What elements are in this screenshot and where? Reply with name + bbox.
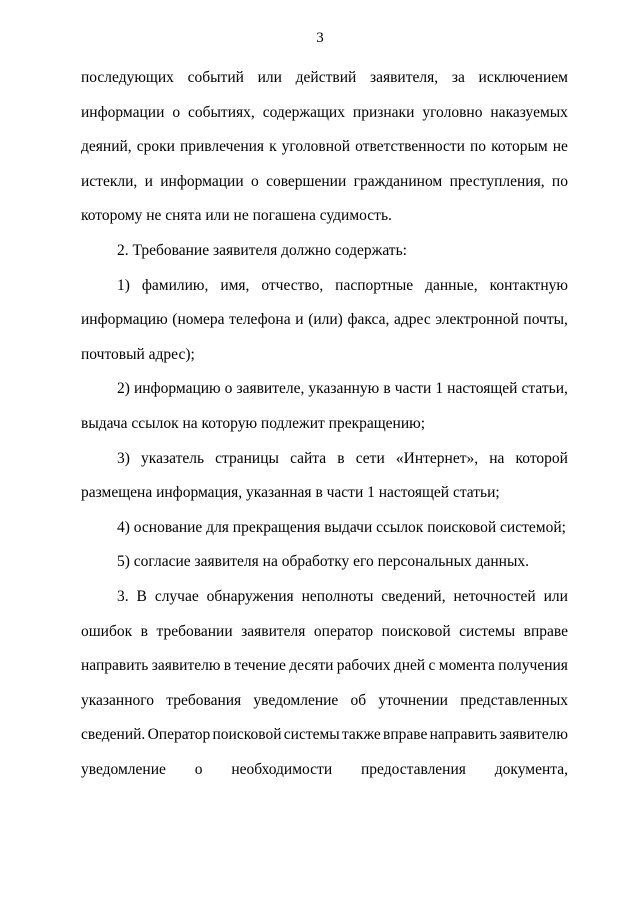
word: отчество, [261, 276, 324, 294]
word: факса, [347, 311, 390, 329]
word: заявителя, [369, 69, 439, 86]
word: по [551, 172, 568, 190]
word: документа, [494, 760, 568, 778]
word: которой [515, 449, 568, 467]
text-line [81, 377, 568, 412]
word: статьи, [521, 380, 568, 398]
word: сроки [136, 138, 175, 156]
word: предоставления [360, 760, 466, 778]
word: случае [154, 587, 199, 605]
text-line: которому не снята или не погашена судимость. [81, 207, 392, 225]
text-line: почтовый адрес); [81, 345, 195, 363]
word: уведомление [253, 691, 339, 709]
word: оператор [313, 622, 374, 640]
word: в [223, 657, 232, 675]
paragraph [81, 447, 568, 516]
word: почты, [523, 311, 568, 329]
text-line: 2. Требование заявителя должно содержать: [117, 241, 407, 259]
word: системы [283, 726, 340, 744]
word: с [428, 657, 436, 675]
document-body [81, 66, 568, 792]
word: информацию [81, 311, 168, 329]
paragraph [81, 66, 568, 239]
text-line [81, 723, 568, 758]
word: представленных [460, 691, 568, 709]
word: рабочих [336, 657, 391, 675]
word: имя, [220, 276, 250, 294]
word: событиях, [188, 103, 255, 121]
word: об [350, 691, 367, 709]
word: сведений, [381, 587, 446, 605]
text-line [81, 274, 568, 309]
word: течение [234, 657, 286, 675]
word: Оператор [147, 726, 211, 744]
word: уголовной [281, 138, 351, 156]
word: указатель [141, 449, 205, 467]
word: момента [438, 657, 495, 675]
word: за [451, 69, 465, 86]
word: паспортные [335, 276, 414, 294]
word: требования [166, 691, 242, 709]
word: о [172, 103, 181, 121]
text-line [81, 66, 568, 101]
word: о [250, 172, 259, 190]
word: заявителя [241, 622, 306, 640]
word: заявителю [499, 726, 568, 744]
word: привлечения [179, 138, 265, 156]
word: электронной [435, 311, 519, 329]
word: также [341, 726, 381, 744]
word: системы [459, 622, 516, 640]
word: адрес [394, 311, 431, 329]
text-line: размещена информация, указанная в части 1 настоящей статьи; [81, 484, 500, 502]
paragraph [81, 585, 568, 793]
word: или [543, 587, 568, 605]
paragraph [81, 516, 568, 551]
word: последующих [81, 69, 174, 86]
word: и [295, 311, 304, 329]
word: вправе [383, 726, 428, 744]
word: событий [187, 69, 244, 86]
text-line [81, 308, 568, 343]
text-line: 5) согласие заявителя на обработку его персональных данных. [117, 553, 529, 571]
word: уголовно [422, 103, 483, 121]
word: 3. [117, 587, 129, 605]
text-line: выдача ссылок на которую подлежит прекращению; [81, 414, 426, 432]
word: ответственности [355, 138, 465, 156]
word: десяти [289, 657, 334, 675]
word: информации [81, 103, 165, 121]
word: контактную [489, 276, 568, 294]
paragraph [81, 274, 568, 378]
text-line [81, 620, 568, 655]
text-line [81, 654, 568, 689]
word: «Интернет», [395, 449, 479, 467]
word: заявителю [151, 657, 221, 675]
word: требовании [156, 622, 233, 640]
word: заявителе, [236, 380, 305, 398]
text-line [81, 447, 568, 482]
word: содержащих [262, 103, 345, 121]
word: сети [355, 449, 385, 467]
word: сайта [290, 449, 327, 467]
paragraph [81, 550, 568, 585]
word: информации [160, 172, 244, 190]
word: сведений. [81, 726, 146, 744]
word: наказуемых [490, 103, 568, 121]
word: истекли, [81, 172, 138, 190]
word: указанного [81, 691, 154, 709]
word: неполноты [301, 587, 374, 605]
word: телефона [229, 311, 291, 329]
word: в [337, 449, 345, 467]
word: в [140, 622, 148, 640]
page-number: 3 [316, 30, 324, 46]
word: 1 [435, 380, 444, 398]
text-line [81, 101, 568, 136]
word: уточнении [378, 691, 448, 709]
word: уведомление [81, 760, 166, 778]
text-line [81, 689, 568, 724]
word: не [552, 138, 568, 156]
word: страницы [215, 449, 279, 467]
word: 2) [117, 380, 130, 398]
word: поисковой [381, 622, 451, 640]
word: неточностей [453, 587, 536, 605]
text-line [81, 585, 568, 620]
text-line: 4) основание для прекращения выдачи ссылок поисковой системой; [117, 518, 566, 536]
word: указанную [308, 380, 380, 398]
text-line [81, 758, 568, 793]
word: необходимости [231, 760, 333, 778]
word: дней [393, 657, 426, 675]
word: настоящей [447, 380, 518, 398]
word: по [470, 138, 487, 156]
word: признаки [352, 103, 415, 121]
word: исключением [478, 69, 568, 86]
word: получения [498, 657, 568, 675]
word: вправе [523, 622, 568, 640]
word: действий [295, 69, 357, 86]
word: в [383, 380, 391, 398]
word: обнаружения [206, 587, 294, 605]
word: или [257, 69, 282, 86]
word: которым [491, 138, 548, 156]
word: 1) [117, 276, 130, 294]
word: о [224, 380, 233, 398]
word: фамилию, [141, 276, 209, 294]
word: В [136, 587, 147, 605]
word: части [394, 380, 432, 398]
word: ошибок [81, 622, 133, 640]
word: к [269, 138, 277, 156]
word: данные, [425, 276, 478, 294]
word: гражданином [353, 172, 443, 190]
word: направить [81, 657, 149, 675]
word: о [194, 760, 203, 778]
word: направить [429, 726, 497, 744]
text-line [81, 170, 568, 205]
word: и [144, 172, 153, 190]
word: информацию [133, 380, 221, 398]
paragraph [81, 377, 568, 446]
paragraph [81, 239, 568, 274]
word: совершении [266, 172, 347, 190]
word: 3) [117, 449, 130, 467]
text-line [81, 135, 568, 170]
word: преступления, [449, 172, 545, 190]
word: деяний, [81, 138, 132, 156]
word: поисковой [212, 726, 282, 744]
word: (номера [172, 311, 225, 329]
word: (или) [308, 311, 343, 329]
word: на [489, 449, 505, 467]
